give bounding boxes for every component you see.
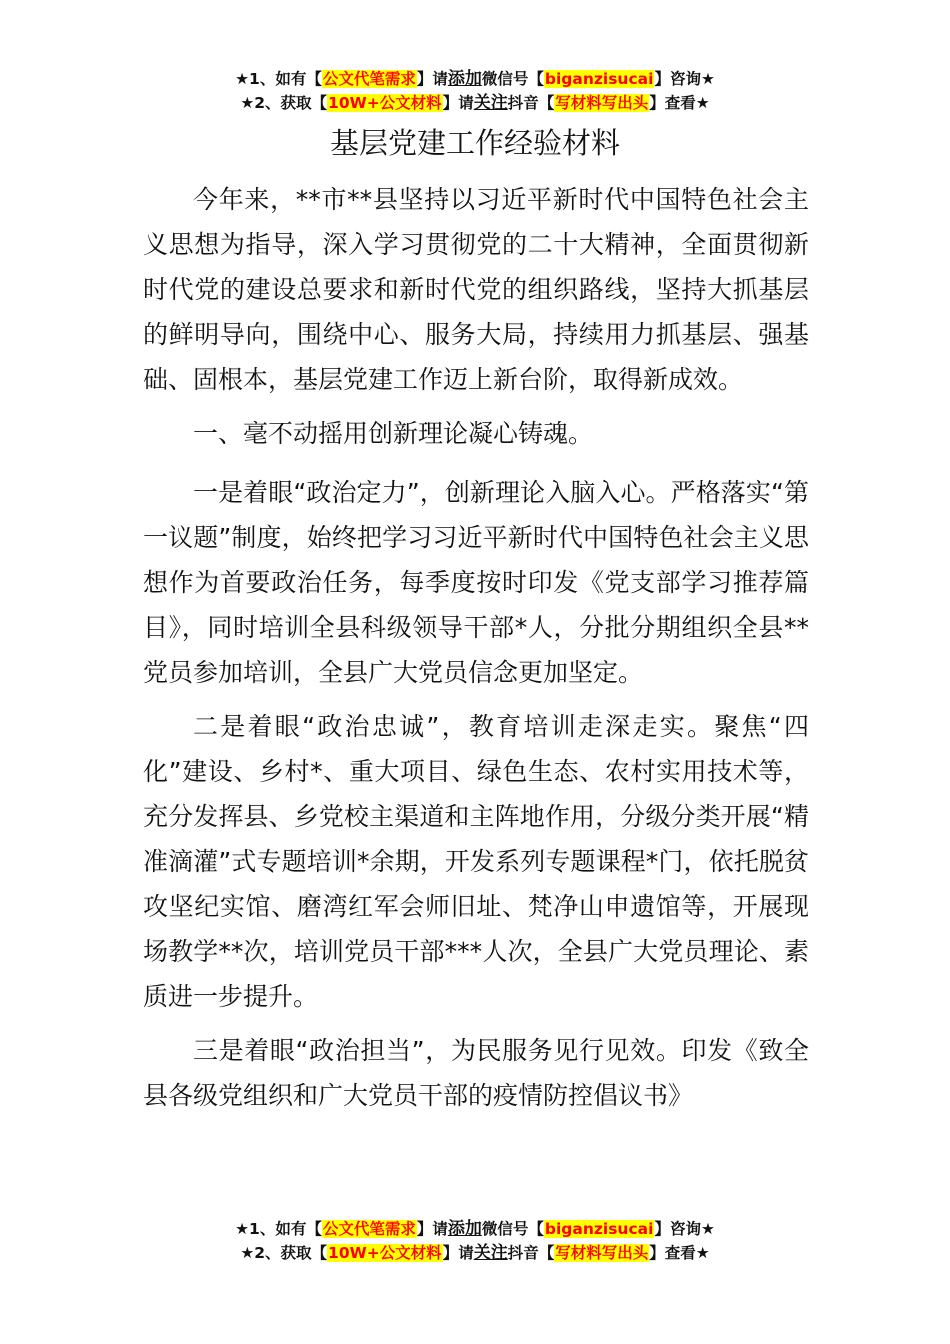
promo-underlined: 关注	[473, 93, 508, 113]
promo-text: 】咨询★	[654, 70, 715, 88]
promo-underlined: 添加	[447, 1219, 482, 1239]
promo-text: 】请	[442, 1244, 474, 1262]
promo-text: 微信号【	[481, 1220, 544, 1238]
promo-underlined: 关注	[473, 1243, 508, 1263]
promo-douyin-name: 写材料写出头	[555, 1244, 649, 1262]
promo-text: 】咨询★	[654, 1220, 715, 1238]
promo-text: ★1、如有【	[235, 1220, 322, 1238]
promo-wechat-id: biganzisucai	[544, 70, 654, 88]
promo-text: ★1、如有【	[235, 70, 322, 88]
promo-highlight: 10W+公文材料	[328, 1244, 442, 1262]
promo-douyin-name: 写材料写出头	[555, 94, 649, 112]
promo-text: ★2、获取【	[240, 94, 328, 112]
header-promo	[0, 67, 950, 115]
promo-text: 微信号【	[481, 70, 544, 88]
promo-highlight: 公文代笔需求	[322, 1220, 416, 1238]
footer-promo	[0, 1217, 950, 1265]
promo-highlight: 公文代笔需求	[322, 70, 416, 88]
promo-text: 抖音【	[507, 94, 555, 112]
promo-text: 】查看★	[649, 94, 710, 112]
document-title: 基层党建工作经验材料	[329, 126, 620, 160]
section-heading: 一、毫不动摇用创新理论凝心铸魂。	[193, 419, 594, 448]
paragraph-point-2: 二是着眼“政治忠诚”，教育培训走深走实。聚焦“四化”建设、乡村*、重大项目、绿色生态、农村实用技术等，充分发挥县、乡党校主渠道和主阵地作用，分级分类开展“精准滴灌”式专题培训*余期，开发系列专题课程*门，依托脱贫攻坚纪实馆、磨湾红军会师旧址、梵净山申遗馆等，开展现场教学**次，培训党员干部***人次，全县广大党员理论、素质进一步提升。	[143, 712, 809, 1011]
document-body	[143, 177, 809, 1127]
promo-line-1	[0, 1217, 950, 1241]
promo-text: 】请	[442, 94, 474, 112]
promo-text: 】请	[416, 70, 448, 88]
promo-text: 】请	[416, 1220, 448, 1238]
paragraph-intro: 今年来，**市**县坚持以习近平新时代中国特色社会主义思想为指导，深入学习贯彻党的二十大精神，全面贯彻新时代党的建设总要求和新时代党的组织路线，坚持大抓基层的鲜明导向，围绕中心、服务大局，持续用力抓基层、强基础、固根本，基层党建工作迈上新台阶，取得新成效。	[143, 185, 809, 394]
paragraph-point-1: 一是着眼“政治定力”，创新理论入脑入心。严格落实“第一议题”制度，始终把学习习近平新时代中国特色社会主义思想作为首要政治任务，每季度按时印发《党支部学习推荐篇目》，同时培训全县科级领导干部*人，分批分期组织全县**党员参加培训，全县广大党员信念更加坚定。	[143, 478, 809, 687]
promo-underlined: 添加	[447, 69, 482, 89]
promo-text: ★2、获取【	[240, 1244, 328, 1262]
promo-highlight: 10W+公文材料	[328, 94, 442, 112]
promo-line-2	[0, 1241, 950, 1265]
promo-wechat-id: biganzisucai	[544, 1220, 654, 1238]
paragraph-point-3: 三是着眼“政治担当”，为民服务见行见效。印发《致全县各级党组织和广大党员干部的疫情防控倡议书》	[143, 1036, 809, 1110]
promo-line-2	[0, 91, 950, 115]
promo-line-1	[0, 67, 950, 91]
promo-text: 】查看★	[649, 1244, 710, 1262]
promo-text: 抖音【	[507, 1244, 555, 1262]
